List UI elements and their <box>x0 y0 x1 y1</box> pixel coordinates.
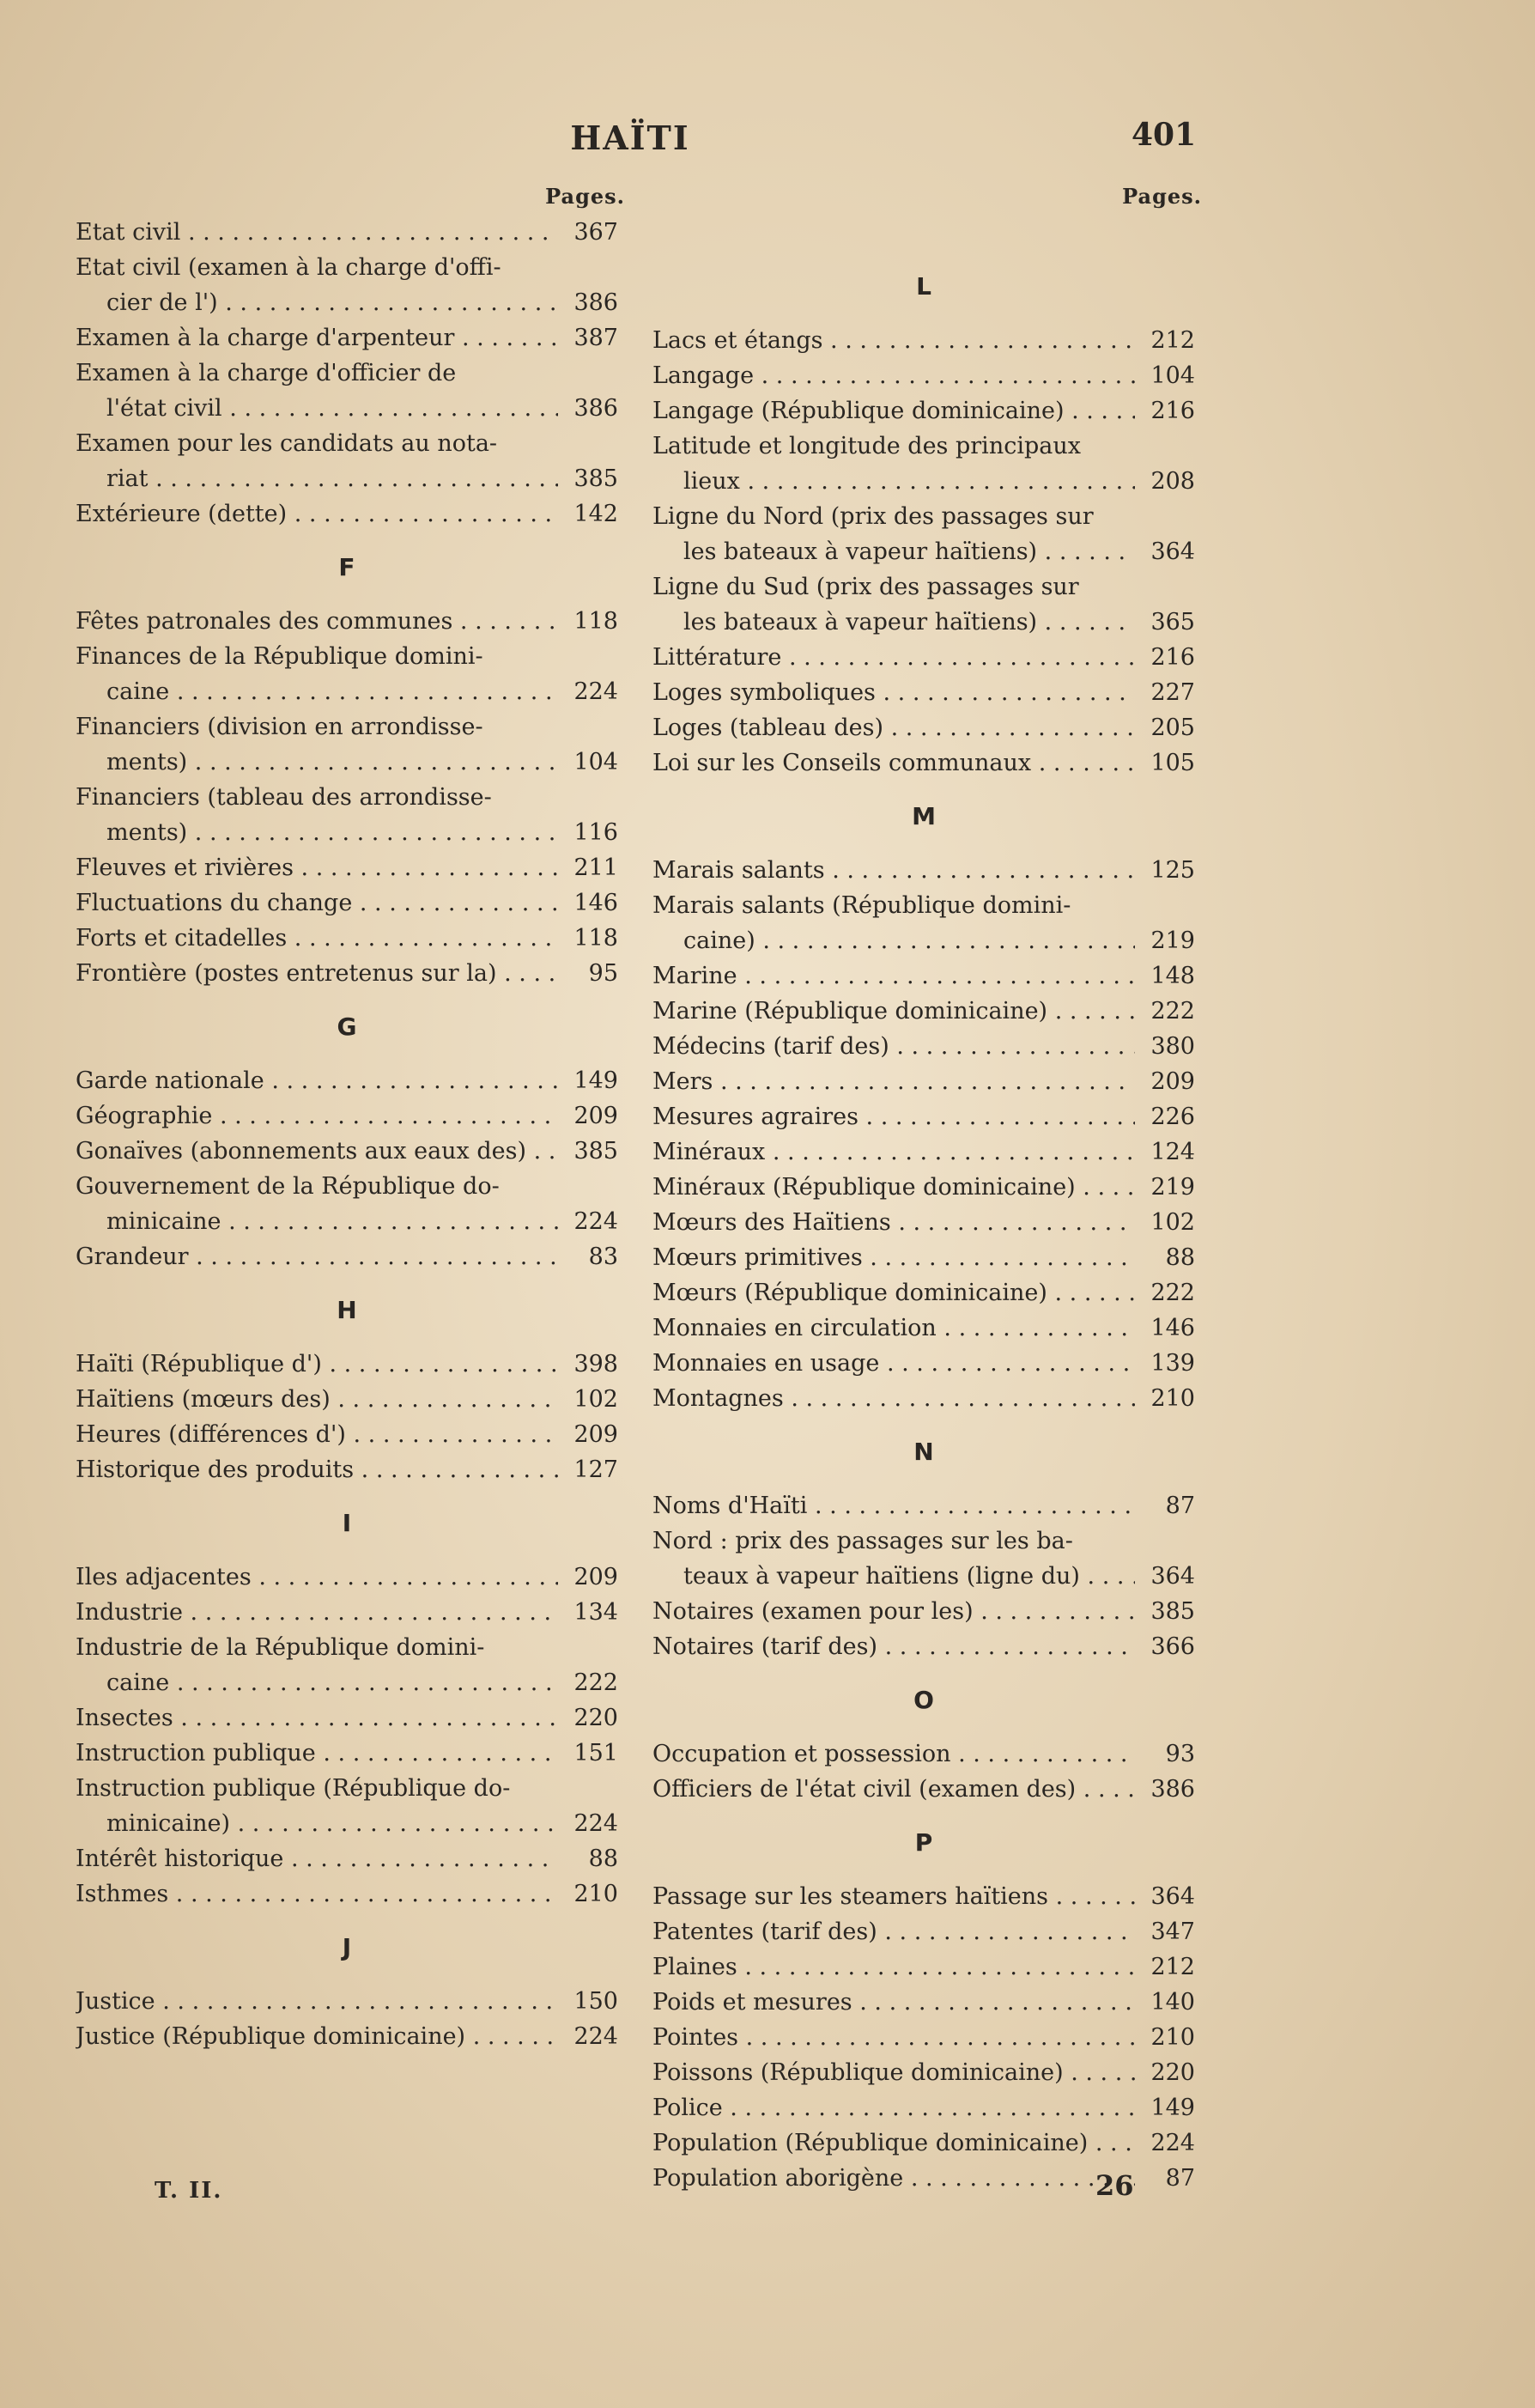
entry-page-number: 209 <box>1150 1068 1195 1095</box>
entry-page-number: 385 <box>573 1138 618 1164</box>
entry-text: Marais salants (République domini- <box>652 892 1071 919</box>
index-entry <box>652 2090 1195 2125</box>
entry-text: Fleuves et rivières . . . <box>76 850 558 885</box>
entry-text-continued: ments) . . . <box>106 815 558 850</box>
pages-column-label: Pages. <box>545 184 625 209</box>
entry-page-number: 209 <box>573 1421 618 1448</box>
entry-page-number: 127 <box>573 1456 618 1483</box>
index-entry <box>652 358 1195 393</box>
index-entry <box>652 1879 1195 1914</box>
entry-page-number: 149 <box>573 1067 618 1094</box>
entry-page-number: 151 <box>573 1740 618 1766</box>
entry-text: Latitude et longitude des principaux <box>652 433 1081 459</box>
entry-page-number: 227 <box>1150 679 1195 706</box>
index-entry <box>76 1560 618 1595</box>
index-entry <box>76 850 618 885</box>
entry-text: Montagnes . . . <box>652 1381 1135 1416</box>
entry-page-number: 104 <box>1150 362 1195 389</box>
entry-page-number: 124 <box>1150 1139 1195 1165</box>
entry-text: Mers . . . <box>652 1064 1135 1099</box>
running-title: HAÏTI <box>570 119 690 157</box>
index-entry <box>76 639 618 709</box>
index-entry <box>652 323 1195 358</box>
index-entry <box>652 745 1195 781</box>
entry-page-number: 224 <box>573 1810 618 1837</box>
index-entry <box>76 1876 618 1912</box>
index-entry <box>76 780 618 850</box>
entry-page-number: 146 <box>573 890 618 916</box>
entry-page-number: 364 <box>1150 1883 1195 1910</box>
entry-text: Langage . . . <box>652 358 1135 393</box>
entry-page-number: 224 <box>1150 2130 1195 2156</box>
entry-text: Examen pour les candidats au nota- <box>76 430 498 457</box>
entry-text: Insectes . . . <box>76 1700 558 1736</box>
entry-text: Marine (République dominicaine) . . . <box>652 994 1135 1029</box>
entry-page-number: 149 <box>1150 2095 1195 2121</box>
section-letter: J <box>342 1933 352 1961</box>
index-entry <box>652 1594 1195 1629</box>
index-entry <box>76 1169 618 1239</box>
index-entry <box>76 1771 618 1841</box>
index-entry <box>76 2019 618 2054</box>
entry-page-number: 386 <box>573 289 618 316</box>
entry-page-number: 83 <box>588 1244 618 1270</box>
entry-page-number: 366 <box>1150 1633 1195 1660</box>
entry-page-number: 142 <box>573 501 618 527</box>
index-entries-right <box>652 251 1195 2196</box>
entry-page-number: 211 <box>573 854 618 881</box>
entry-text: Mœurs (République dominicaine) . . . <box>652 1275 1135 1310</box>
index-entry <box>652 429 1195 499</box>
index-entry <box>652 2125 1195 2161</box>
entry-page-number: 87 <box>1165 1493 1195 1519</box>
entry-page-number: 364 <box>1150 538 1195 565</box>
entry-page-number: 365 <box>1150 609 1195 635</box>
entry-text: Instruction publique (République do- <box>76 1775 511 1802</box>
index-entry <box>76 1417 618 1452</box>
index-entry <box>652 1949 1195 1985</box>
entry-text: Population aborigène . . . <box>652 2161 1135 2196</box>
entry-text: Marine . . . <box>652 958 1135 994</box>
entry-text: Monnaies en usage . . . <box>652 1346 1135 1381</box>
entry-text: Finances de la République domini- <box>76 643 483 670</box>
entry-page-number: 118 <box>573 925 618 952</box>
entry-text: Fluctuations du change . . . <box>76 885 558 921</box>
index-entry <box>76 215 618 250</box>
entry-text: Mœurs primitives . . . <box>652 1240 1135 1275</box>
index-entry <box>76 1063 618 1098</box>
entry-page-number: 380 <box>1150 1033 1195 1060</box>
index-entry <box>652 1029 1195 1064</box>
index-entry <box>652 1346 1195 1381</box>
entry-text: Nord : prix des passages sur les ba- <box>652 1528 1073 1554</box>
entry-page-number: 118 <box>573 608 618 635</box>
index-entry <box>652 2020 1195 2055</box>
entry-text: Garde nationale . . . <box>76 1063 558 1098</box>
entry-text: Patentes (tarif des) . . . <box>652 1914 1135 1949</box>
entry-text-continued: teaux à vapeur haïtiens (ligne du) . . . <box>683 1559 1135 1594</box>
page-number: 401 <box>1132 117 1197 153</box>
entry-text: Justice (République dominicaine) . . . <box>76 2019 558 2054</box>
index-entry <box>652 640 1195 675</box>
index-entry <box>652 1275 1195 1310</box>
index-entry <box>76 250 618 320</box>
entry-text: Examen à la charge d'officier de <box>76 360 457 386</box>
entry-text: Frontière (postes entretenus sur la) . . . <box>76 956 558 991</box>
entry-text-continued: minicaine . . . <box>106 1204 558 1239</box>
index-entry <box>76 1134 618 1169</box>
entry-text: Mesures agraires . . . <box>652 1099 1135 1134</box>
entry-page-number: 125 <box>1150 857 1195 884</box>
index-entry <box>76 1382 618 1417</box>
entry-page-number: 150 <box>573 1988 618 2015</box>
index-entry <box>76 1098 618 1134</box>
index-entry <box>76 1347 618 1382</box>
entry-text: Passage sur les steamers haïtiens . . . <box>652 1879 1135 1914</box>
entry-page-number: 212 <box>1150 327 1195 354</box>
index-entry <box>76 320 618 356</box>
entry-text: Population (République dominicaine) . . . <box>652 2125 1135 2161</box>
entry-text: Littérature . . . <box>652 640 1135 675</box>
entry-text: Ligne du Sud (prix des passages sur <box>652 574 1079 600</box>
section-letter: P <box>914 1828 933 1857</box>
entry-text-continued: riat . . . <box>106 461 558 496</box>
entry-page-number: 386 <box>573 395 618 422</box>
entry-page-number: 210 <box>1150 1385 1195 1412</box>
entry-text: Industrie . . . <box>76 1595 558 1630</box>
entry-page-number: 102 <box>573 1386 618 1413</box>
index-entry <box>652 675 1195 710</box>
section-letter: M <box>912 802 936 830</box>
entry-text-continued: minicaine) . . . <box>106 1806 558 1841</box>
entry-page-number: 116 <box>573 819 618 846</box>
index-entry <box>76 426 618 496</box>
entry-page-number: 219 <box>1150 1174 1195 1201</box>
index-entry <box>652 1205 1195 1240</box>
section-letter: G <box>337 1012 357 1041</box>
index-entry <box>652 958 1195 994</box>
index-entry <box>652 1914 1195 1949</box>
entry-page-number: 209 <box>573 1103 618 1129</box>
index-entry <box>76 956 618 991</box>
index-entry <box>76 356 618 426</box>
entry-text: Ligne du Nord (prix des passages sur <box>652 503 1094 530</box>
entry-page-number: 212 <box>1150 1954 1195 1980</box>
entry-text: Monnaies en circulation . . . <box>652 1310 1135 1346</box>
entry-page-number: 222 <box>573 1669 618 1696</box>
index-entry <box>76 1700 618 1736</box>
entry-text: Heures (différences d') . . . <box>76 1417 558 1452</box>
index-entry <box>76 496 618 532</box>
entry-text: Loges symboliques . . . <box>652 675 1135 710</box>
entry-text: Instruction publique . . . <box>76 1736 558 1771</box>
entry-page-number: 95 <box>588 960 618 987</box>
index-entry <box>76 1630 618 1700</box>
signature-mark: 26 <box>1095 2169 1134 2202</box>
entry-text: Police . . . <box>652 2090 1135 2125</box>
index-entry <box>76 885 618 921</box>
entry-text: Grandeur . . . <box>76 1239 558 1274</box>
entry-text: Marais salants . . . <box>652 853 1135 888</box>
entry-text: Industrie de la République domini- <box>76 1634 485 1661</box>
entry-page-number: 88 <box>1165 1244 1195 1271</box>
index-entry <box>652 1099 1195 1134</box>
entry-text: Lacs et étangs . . . <box>652 323 1135 358</box>
entry-text: Justice . . . <box>76 1984 558 2019</box>
entry-page-number: 209 <box>573 1564 618 1590</box>
index-entry <box>652 853 1195 888</box>
entry-text: Minéraux (République dominicaine) . . . <box>652 1170 1135 1205</box>
entry-text: Officiers de l'état civil (examen des) . . . <box>652 1772 1135 1807</box>
entry-text: Notaires (tarif des) . . . <box>652 1629 1135 1664</box>
entry-page-number: 224 <box>573 1208 618 1235</box>
entry-page-number: 134 <box>573 1599 618 1626</box>
entry-text: Isthmes . . . <box>76 1876 558 1912</box>
entry-page-number: 385 <box>573 465 618 492</box>
index-entry <box>652 994 1195 1029</box>
entry-text: Plaines . . . <box>652 1949 1135 1985</box>
index-entry <box>652 1736 1195 1772</box>
entry-page-number: 208 <box>1150 468 1195 495</box>
entry-text-continued: caine . . . <box>106 674 558 709</box>
entry-text: Loges (tableau des) . . . <box>652 710 1135 745</box>
index-entry <box>652 393 1195 429</box>
index-entry <box>76 1452 618 1487</box>
entry-page-number: 216 <box>1150 398 1195 424</box>
index-entry <box>652 1985 1195 2020</box>
index-entries-left <box>76 215 618 2054</box>
index-entry <box>652 710 1195 745</box>
entry-text: Historique des produits . . . <box>76 1452 558 1487</box>
entry-text: Intérêt historique . . . <box>76 1841 558 1876</box>
entry-text: Poissons (République dominicaine) . . . <box>652 2055 1135 2090</box>
entry-text-continued: lieux . . . <box>683 464 1135 499</box>
section-letter: N <box>913 1438 934 1466</box>
entry-page-number: 146 <box>1150 1315 1195 1341</box>
volume-label: T. II. <box>155 2178 223 2204</box>
index-entry <box>652 1523 1195 1594</box>
entry-text: Haïtiens (mœurs des) . . . <box>76 1382 558 1417</box>
entry-text: Loi sur les Conseils communaux . . . <box>652 745 1135 781</box>
entry-page-number: 219 <box>1150 927 1195 954</box>
entry-text: Minéraux . . . <box>652 1134 1135 1170</box>
entry-page-number: 224 <box>573 2023 618 2050</box>
entry-text: Financiers (tableau des arrondisse- <box>76 784 492 811</box>
entry-text: Noms d'Haïti . . . <box>652 1488 1135 1523</box>
entry-page-number: 102 <box>1150 1209 1195 1236</box>
entry-page-number: 88 <box>588 1846 618 1872</box>
entry-text: Gonaïves (abonnements aux eaux des) . . . <box>76 1134 558 1169</box>
index-entry <box>76 921 618 956</box>
entry-text: Iles adjacentes . . . <box>76 1560 558 1595</box>
entry-page-number: 93 <box>1165 1741 1195 1767</box>
pages-column-label: Pages. <box>1122 184 1202 209</box>
index-entry <box>652 1772 1195 1807</box>
index-entry <box>76 1736 618 1771</box>
entry-text: Médecins (tarif des) . . . <box>652 1029 1135 1064</box>
entry-text-continued: caine . . . <box>106 1665 558 1700</box>
entry-page-number: 87 <box>1165 2165 1195 2192</box>
entry-text-continued: l'état civil . . . <box>106 391 558 426</box>
entry-text: Géographie . . . <box>76 1098 558 1134</box>
entry-page-number: 210 <box>573 1881 618 1907</box>
entry-page-number: 210 <box>1150 2024 1195 2051</box>
entry-page-number: 216 <box>1150 644 1195 671</box>
index-entry <box>76 604 618 639</box>
entry-text: Poids et mesures . . . <box>652 1985 1135 2020</box>
index-entry <box>652 1064 1195 1099</box>
index-entry <box>652 1134 1195 1170</box>
entry-text: Mœurs des Haïtiens . . . <box>652 1205 1135 1240</box>
index-entry <box>76 1595 618 1630</box>
section-letter: F <box>338 553 355 581</box>
entry-page-number: 364 <box>1150 1563 1195 1590</box>
index-entry <box>652 499 1195 569</box>
entry-page-number: 387 <box>573 325 618 351</box>
entry-text: Pointes . . . <box>652 2020 1135 2055</box>
entry-text-continued: caine) . . . <box>683 923 1135 958</box>
entry-page-number: 222 <box>1150 998 1195 1025</box>
index-entry <box>652 1488 1195 1523</box>
section-letter: H <box>337 1296 357 1324</box>
index-entry <box>652 1310 1195 1346</box>
entry-page-number: 226 <box>1150 1104 1195 1130</box>
entry-text: Forts et citadelles . . . <box>76 921 558 956</box>
entry-text: Haïti (République d') . . . <box>76 1347 558 1382</box>
entry-page-number: 205 <box>1150 714 1195 741</box>
entry-text: Langage (République dominicaine) . . . <box>652 393 1135 429</box>
entry-text-continued: ments) . . . <box>106 745 558 780</box>
entry-text: Occupation et possession . . . <box>652 1736 1135 1772</box>
index-entry <box>652 1381 1195 1416</box>
entry-page-number: 367 <box>573 219 618 246</box>
entry-text-continued: cier de l') . . . <box>106 285 558 320</box>
index-entry <box>76 1984 618 2019</box>
entry-text-continued: les bateaux à vapeur haïtiens) . . . <box>683 534 1135 569</box>
entry-page-number: 139 <box>1150 1350 1195 1377</box>
entry-page-number: 105 <box>1150 750 1195 776</box>
entry-page-number: 224 <box>573 678 618 705</box>
index-entry <box>652 569 1195 640</box>
index-entry <box>76 709 618 780</box>
entry-text: Etat civil . . . <box>76 215 558 250</box>
index-entry <box>76 1239 618 1274</box>
entry-text: Financiers (division en arrondisse- <box>76 714 483 740</box>
entry-page-number: 220 <box>1150 2059 1195 2086</box>
entry-page-number: 140 <box>1150 1989 1195 2016</box>
entry-text: Etat civil (examen à la charge d'offi- <box>76 254 501 281</box>
entry-text-continued: les bateaux à vapeur haïtiens) . . . <box>683 605 1135 640</box>
index-entry <box>652 1170 1195 1205</box>
entry-page-number: 222 <box>1150 1280 1195 1306</box>
entry-text: Extérieure (dette) . . . <box>76 496 558 532</box>
entry-page-number: 386 <box>1150 1776 1195 1803</box>
index-entry <box>76 1841 618 1876</box>
entry-text: Notaires (examen pour les) . . . <box>652 1594 1135 1629</box>
entry-page-number: 220 <box>573 1705 618 1731</box>
section-letter: L <box>916 272 931 301</box>
index-entry <box>652 1240 1195 1275</box>
entry-text: Fêtes patronales des communes . . . <box>76 604 558 639</box>
entry-page-number: 347 <box>1150 1918 1195 1945</box>
entry-page-number: 104 <box>573 749 618 775</box>
index-entry <box>652 2055 1195 2090</box>
entry-page-number: 148 <box>1150 963 1195 989</box>
entry-page-number: 398 <box>573 1351 618 1377</box>
section-letter: O <box>913 1686 934 1714</box>
section-letter: I <box>342 1509 352 1537</box>
entry-text: Examen à la charge d'arpenteur . . . <box>76 320 558 356</box>
entry-text: Gouvernement de la République do- <box>76 1173 500 1200</box>
index-entry <box>652 1629 1195 1664</box>
entry-page-number: 385 <box>1150 1598 1195 1625</box>
index-entry <box>652 888 1195 958</box>
